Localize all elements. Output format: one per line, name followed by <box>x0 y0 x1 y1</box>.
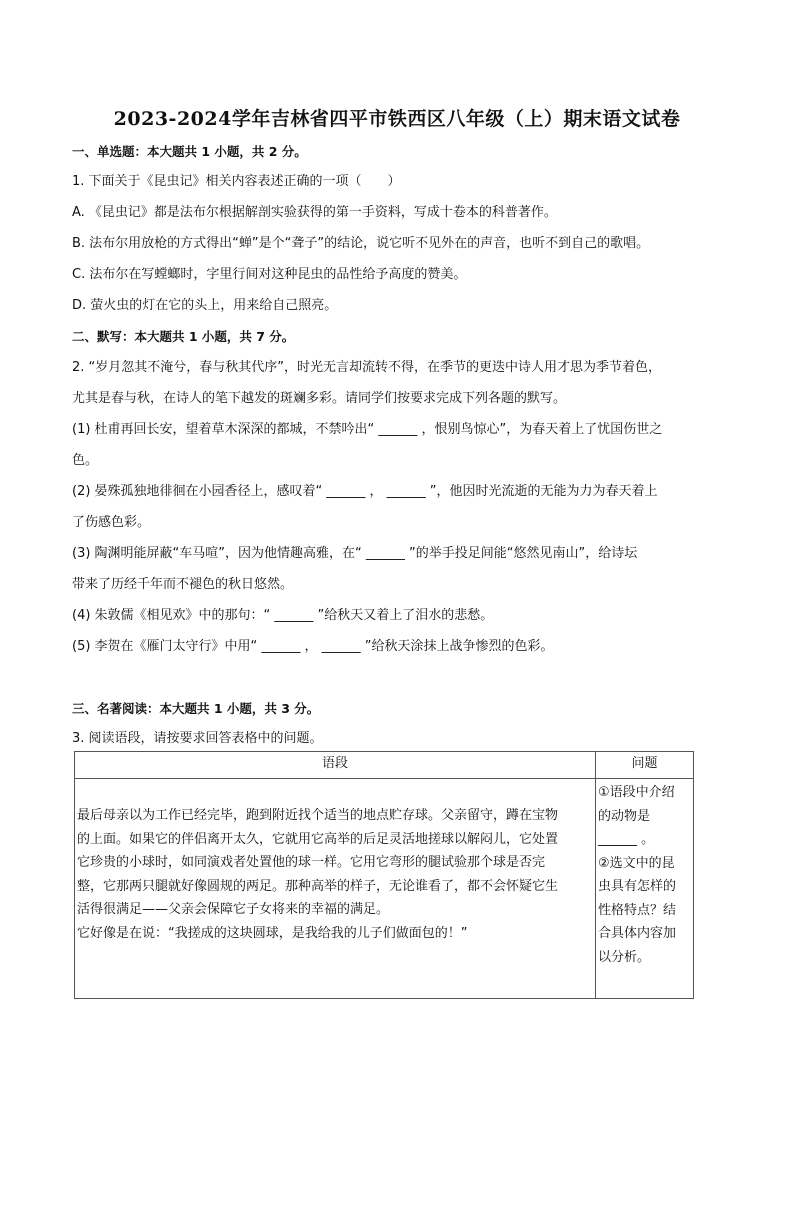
passage-line: 它好像是在说：“我搓成的这块圆球，是我给我的儿子们做面包的！” <box>77 925 468 941</box>
question-line: ①语段中介绍 <box>598 785 675 800</box>
passage-line: 活得很满足——父亲会保障它子女将来的幸福的满足。 <box>77 902 390 917</box>
question-3: 3. 阅读语段，请按要求回答表格中的问题。 <box>72 731 323 746</box>
question-2-item-4: (4) 朱敦儒《相见欢》中的那句：“ ______ ”给秋天又着上了泪水的悲愁。 <box>72 608 494 623</box>
table-row <box>75 779 694 999</box>
question-2-item-1: (1) 杜甫再回长安，望着草木深深的都城，不禁吟出“ ______ ，恨别鸟惊心”，为春天着上了忧国伤世之 <box>72 422 663 437</box>
question-2-item-2: (2) 晏殊孤独地徘徊在小园香径上，感叹着“ ______ ， ______ ”，他因时光流逝的无能为力为春天着上 <box>72 484 658 499</box>
table-header-row <box>75 752 694 779</box>
question-cell <box>596 779 694 999</box>
question-line: 以分析。 <box>598 949 651 965</box>
question-2-item-1-cont: 色。 <box>72 453 99 468</box>
reading-table <box>74 751 694 999</box>
question-line: 合具体内容加 <box>598 926 677 941</box>
question-2-item-3-cont: 带来了历经千年而不褪色的秋日悠然。 <box>72 577 294 592</box>
exam-title: 2023-2024学年吉林省四平市铁西区八年级（上）期末语文试卷 <box>113 108 681 130</box>
exam-page <box>0 106 794 1229</box>
question-2-item-5: (5) 李贺在《雁门太守行》中用“ ______ ， ______ ”给秋天涂抹上战争惨烈的色彩。 <box>72 639 554 654</box>
passage-line: 最后母亲以为工作已经完毕，跑到附近找个适当的地点贮存球。父亲留守，蹲在宝物 <box>77 808 559 823</box>
section-3-heading: 三、名著阅读：本大题共 1 小题，共 3 分。 <box>72 701 320 716</box>
question-line: ______ 。 <box>598 832 655 847</box>
option-d: D. 萤火虫的灯在它的头上，用来给自己照亮。 <box>72 298 338 313</box>
question-1: 1. 下面关于《昆虫记》相关内容表述正确的一项（ ） <box>72 174 401 189</box>
option-a: A. 《昆虫记》都是法布尔根据解剖实验获得的第一手资料，写成十卷本的科普著作。 <box>72 205 557 220</box>
question-2-item-2-cont: 了伤感色彩。 <box>72 515 151 530</box>
passage-line: 的上面。如果它的伴侣离开太久，它就用它高举的后足灵活地搓球以解闷儿，它处置 <box>77 831 559 847</box>
question-line: 性格特点？结 <box>598 902 677 918</box>
question-2-item-3: (3) 陶渊明能屏蔽“车马喧”，因为他情趣高雅，在“ ______ ”的举手投足间能“悠然见南山”，给诗坛 <box>72 546 638 561</box>
section-2-heading: 二、默写：本大题共 1 小题，共 7 分。 <box>72 329 295 344</box>
question-line: ②选文中的昆 <box>598 855 675 871</box>
passage-line: 它珍贵的小球时，如同演戏者处置他的球一样。它用它弯形的腿试验那个球是否完 <box>77 855 546 870</box>
section-1-heading: 一、单选题：本大题共 1 小题，共 2 分。 <box>72 144 307 159</box>
passage-cell <box>75 779 596 999</box>
question-line: 的动物是 <box>598 808 651 824</box>
table-header-question: 问题 <box>596 752 694 779</box>
question-line: 虫具有怎样的 <box>598 879 677 894</box>
passage-spacer <box>77 781 593 804</box>
question-2-line-2: 尤其是春与秋，在诗人的笔下越发的斑斓多彩。请同学们按要求完成下列各题的默写。 <box>72 391 567 406</box>
table-header-passage: 语段 <box>75 752 596 779</box>
option-b: B. 法布尔用放枪的方式得出“蝉”是个“聋子”的结论，说它听不见外在的声音，也听不到自己的歌唱。 <box>72 236 650 251</box>
question-2-line-1: 2. “岁月忽其不淹兮，春与秋其代序”，时光无言却流转不得，在季节的更迭中诗人用才思为季节着色， <box>72 360 662 375</box>
option-c: C. 法布尔在写螳螂时，字里行间对这种昆虫的品性给予高度的赞美。 <box>72 267 467 282</box>
passage-line: 整，它那两只腿就好像圆规的两足。那种高举的样子，无论谁看了，都不会怀疑它生 <box>77 878 559 894</box>
